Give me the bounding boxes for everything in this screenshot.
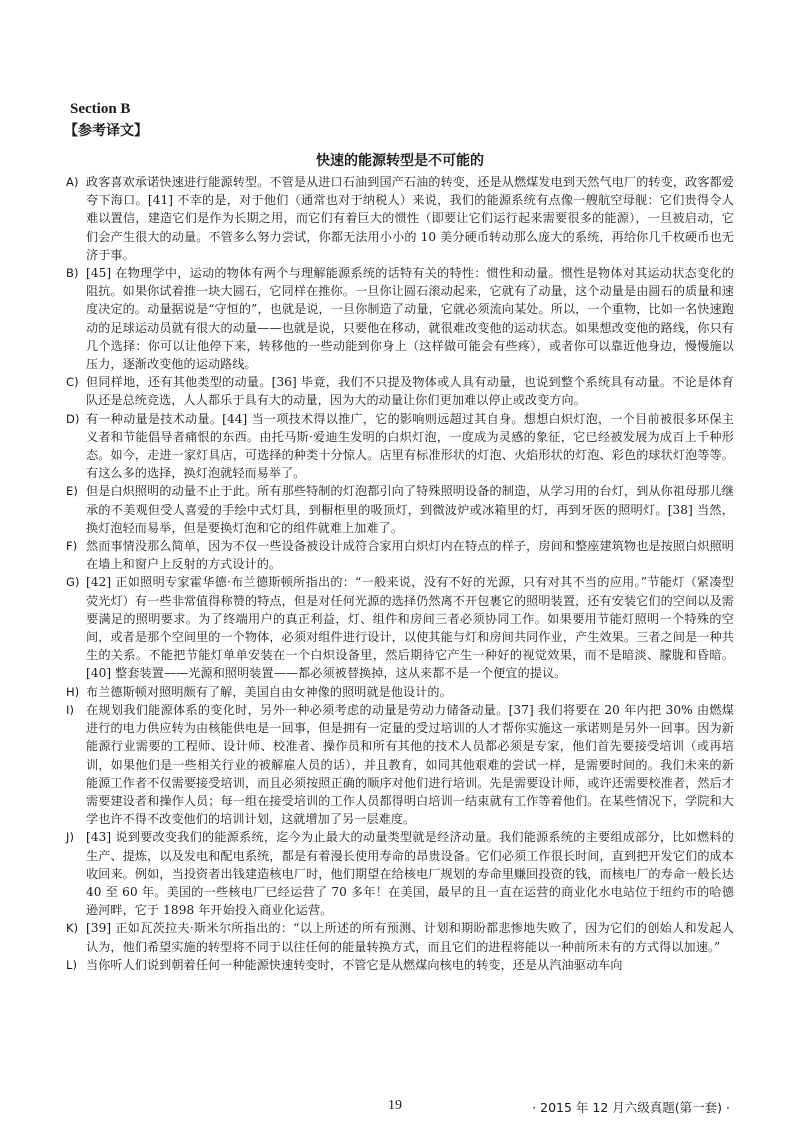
paragraph-label: B) [66,266,79,281]
paragraph [66,701,734,828]
paragraph [66,482,734,537]
paragraph [66,573,734,682]
paragraph-text: 然而事情没那么简单，因为不仅一些设备被设计成符合家用白炽灯内在特点的样子，房间和整座建筑物也是按照白炽照明在墙上和窗户上反射的方式设计的。 [86,539,734,572]
paragraph [66,373,734,409]
paragraph-text: 在规划我们能源体系的变化时，另外一种必须考虑的动量是劳动力储备动量。[37] 我们将要在 20 年内把 30% 由燃煤进行的电力供应转为由核能供电是一回事，但是拥有一定量的受过培训的人才帮你实施这一承诺则是另外一回事。因为新能源行业需要的工程师、设计师、校准者、操作员和所有其他的技术人员都必须是专家，他们首先要接受培训（或再培训，如果他们是一些相关行业的被解雇人员的话），并且教育，如同其他艰难的尝试一样，是需要时间的。我们未来的新能源工作者不仅需要接受培训，而且必须按照正确的顺序对他们进行培训。先是需要设计师，或许还需要校准者，然后才需要建设者和操作人员；每一组在接受培训的工作人员都得明白培训一结束就有工作等着他们。在某些情况下，学院和大学也许不得不改变他们的培训计划，这就增加了另一层难度。 [86,702,734,827]
paragraph [66,537,734,573]
paragraph [66,683,734,701]
paragraph-text: [42] 正如照明专家霍华德·布兰德斯顿所指出的：“一般来说，没有不好的光源，只有对其不当的应用。”节能灯（紧凑型荧光灯）有一些非常值得称赞的特点，但是对任何光源的选择仍然离不开包裹它的照明装置，还有安装它们的空间以及需要满足的照明要求。为了终端用户的真正利益，灯、组件和房间三者必须协同工作。如果要用节能灯照明一个特殊的空间，或者是那个空间里的一个物体，必须对组件进行设计，以使其能与灯和房间共同作业，产生效果。三者之间是一种共生的关系。不能把节能灯单单安装在一个白炽设备里，然后期待它产生一种好的视觉效果，而不是暗淡、朦胧和昏暗。[40] 整套装置——光源和照明装置——都必须被替换掉，这从来都不是一个便宜的提议。 [86,575,734,681]
paragraph-label: L) [66,957,78,972]
section-heading: Section B [70,101,131,117]
paragraph [66,173,734,264]
paragraph-label: E) [66,484,78,499]
paragraph [66,956,734,974]
paragraph-text: [43] 说到要改变我们的能源系统，迄今为止最大的动量类型就是经济动量。我们能源系统的主要组成部分，比如燃料的生产、提炼，以及发电和配电系统，都是有着漫长使用寿命的昂贵设备。它们必须工作很长时间，直到把开发它们的成本收回来。例如，当投资者出钱建造核电厂时，他们期望在给核电厂规划的寿命里赚回投资的钱，而核电厂的寿命一般长达 40 至 60 年。美国的一些核电厂已经运营了 70 多年！在美国，最早的且一直在运营的商业化水电站位于纽约市的哈德逊河畔，它于 1898 年开始投入商业化运营。 [86,830,734,918]
paragraph-label: G) [66,575,80,590]
paragraph-text: [45] 在物理学中，运动的物体有两个与理解能源系统的话特有关的特性：惯性和动量。惯性是物体对其运动状态变化的阻抗。如果你试着推一块大圆石，它同样在推你。一旦你让圆石滚动起来，它就有了动量，这个动量是由圆石的质量和速度决定的。动量据说是“守恒的”，也就是说，一旦你制造了动量，它就必须流向某处。所以，一个重物，比如一名快速跑动的足球运动员就有很大的动量——也就是说，只要他在移动，就很难改变他的运动状态。如果想改变他的路线，你只有几个选择：你可以让他停下来，转移他的一些动能到你身上（这样做可能会有些疼），或者你可以靠近他身边，慢慢施以压力，逐渐改变他的运动路线。 [86,266,734,372]
paragraph [66,264,734,373]
paragraph [66,919,734,955]
paragraph-list [66,173,734,974]
paragraph-label: C) [66,375,79,390]
paragraph-label: D) [66,411,80,426]
paragraph-text: [39] 正如瓦茨拉夫·斯米尔所指出的：“以上所述的所有预测、计划和期盼都悲惨地失败了，因为它们的创始人和发起人认为，他们希望实施的转型将不同于以往任何的能量转换方式，而且它们的进程将能以一种前所未有的方式得以加速。” [86,921,734,954]
page-source: · 2015 年 12 月六级真题(第一套) · [532,1100,730,1115]
paragraph-label: A) [66,175,79,189]
paragraph-label: I) [66,702,75,717]
section-subtitle: 【参考译文】 [64,123,148,139]
paragraph-text: 但是白炽照明的动量不止于此。所有那些特制的灯泡都引向了特殊照明设备的制造，从学习用的台灯，到从你祖母那儿继承的不美观但受人喜爱的手绘中式灯具，到橱柜里的吸顶灯，到微波炉或冰箱里的灯，再到牙医的照明灯。[38] 当然，换灯泡轻而易举，但是要换灯泡和它的组件就难上加难了。 [86,484,734,535]
paragraph-label: J) [66,830,75,845]
page-number: 19 [388,1098,402,1113]
paragraph [66,828,734,919]
paragraph-text: 有一种动量是技术动量。[44] 当一项技术得以推广，它的影响则远超过其自身。想想白炽灯泡，一个目前被很多环保主义者和节能倡导者痛恨的东西。由托马斯·爱迪生发明的白炽灯泡，一度成为灵感的象征，它已经被发展为成百上千种形态。如今，走进一家灯具店，可选择的种类十分惊人。店里有标准形状的灯泡、火焰形状的灯泡、彩色的球状灯泡等等。有这么多的选择，换灯泡就轻而易举了。 [86,411,734,481]
paragraph-text: 当你听人们说到朝着任何一种能源快速转变时，不管它是从燃煤向核电的转变，还是从汽油驱动车向 [86,957,623,972]
paragraph-label: F) [66,539,78,554]
paragraph [66,410,734,483]
paragraph-label: H) [66,684,80,699]
article-title: 快速的能源转型是不可能的 [316,153,484,169]
paragraph-text: 布兰德斯顿对照明颇有了解，美国自由女神像的照明就是他设计的。 [86,684,452,699]
paragraph-text: 政客喜欢承诺快速进行能源转型。不管是从进口石油到国产石油的转变，还是从燃煤发电到天然气电厂的转变，政客都爱夸下海口。[41] 不幸的是，对于他们（通常也对于纳税人）来说，我们的能源系统有点像一艘航空母舰：它们贵得令人难以置信，建造它们是作为长期之用，而它们有着巨大的惯性（即要让它们运行起来需要很多的能源），一旦被启动，它们会产生很大的动量。不管多么努力尝试，你都无法用小小的 10 美分硬币转动那么庞大的系统，再给你几千枚硬币也无济于事。 [86,175,734,262]
paragraph-text: 但同样地，还有其他类型的动量。[36] 毕竟，我们不只提及物体或人具有动量，也说到整个系统具有动量。不论是体育队还是总统竞选，人人都乐于具有大的动量，因为大的动量让你们更加难以停止或改变方向。 [86,375,734,408]
paragraph-label: K) [66,921,79,936]
